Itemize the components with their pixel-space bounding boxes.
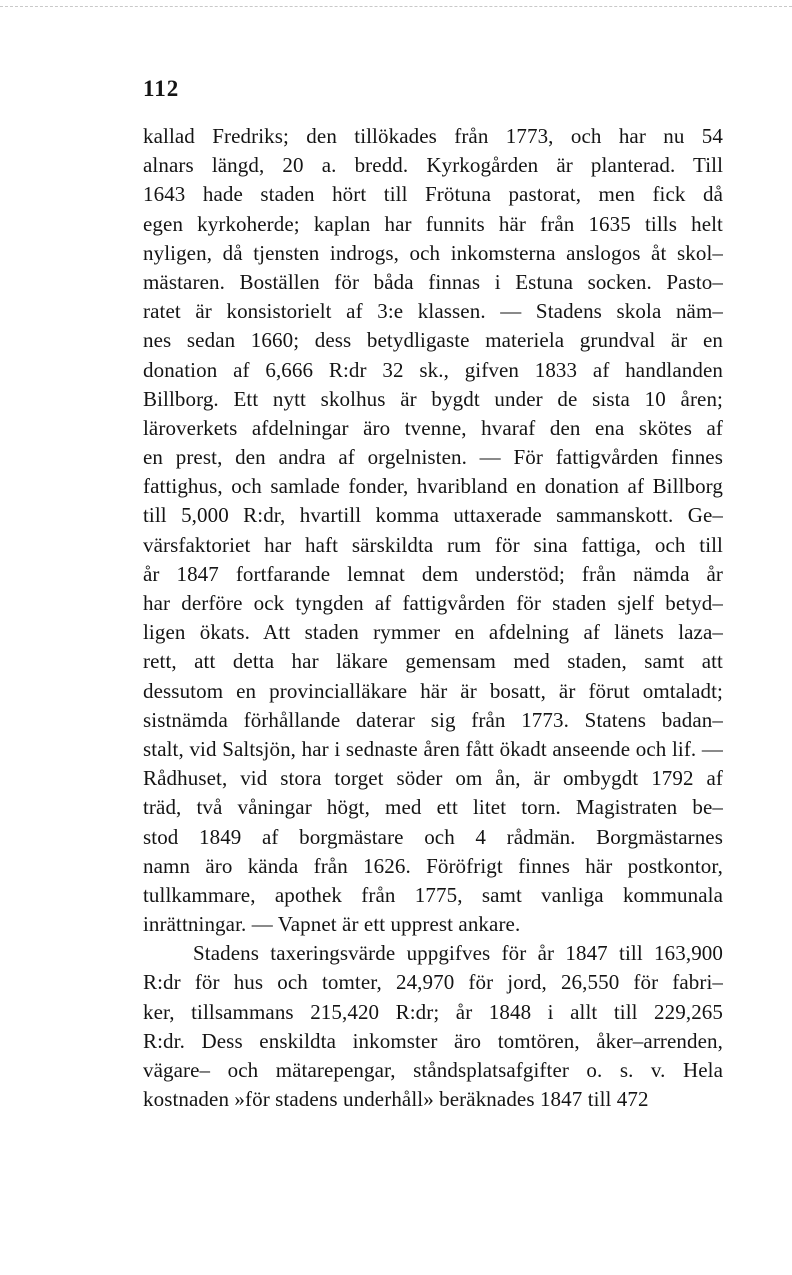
text-line: Stadens taxeringsvärde uppgifves för år 1847 till 163,900: [193, 941, 723, 966]
text-line: rett, att detta har läkare gemensam med staden, samt att: [143, 649, 723, 674]
text-line: 1643 hade staden hört till Frötuna pastorat, men fick då: [143, 182, 723, 207]
text-line: stod 1849 af borgmästare och 4 rådmän. Borgmästarnes: [143, 824, 723, 849]
text-line: år 1847 fortfarande lemnat dem understöd; från nämda år: [143, 561, 723, 586]
page-number: 112: [143, 76, 180, 101]
text-line: ker, tillsammans 215,420 R:dr; år 1848 i allt till 229,265: [143, 999, 723, 1024]
text-line: egen kyrkoherde; kaplan har funnits här från 1635 tills helt: [143, 211, 723, 236]
text-line: ligen ökats. Att staden rymmer en afdelning af länets laza–: [143, 620, 723, 645]
text-line: namn äro kända från 1626. Föröfrigt finnes här postkontor,: [143, 853, 723, 878]
text-line: fattighus, och samlade fonder, hvaribland en donation af Billborg: [143, 474, 723, 499]
text-line: vägare– och mätarepengar, ståndsplatsafgifter o. s. v. Hela: [143, 1058, 723, 1082]
text-line: donation af 6,666 R:dr 32 sk., gifven 1833 af handlanden: [143, 357, 723, 382]
text-line: nes sedan 1660; dess betydligaste materiela grundval är en: [143, 328, 723, 353]
text-line: en prest, den andra af orgelnisten. — För fattigvården finnes: [143, 445, 723, 470]
text-line: har derföre ock tyngden af fattigvården för staden sjelf betyd–: [143, 591, 723, 615]
text-line: dessutom en provincialläkare här är bosatt, är förut omtaladt;: [143, 678, 723, 703]
text-line: Rådhuset, vid stora torget söder om ån, är ombygdt 1792 af: [143, 766, 723, 791]
text-line: läroverkets afdelningar äro tvenne, hvaraf den ena skötes af: [143, 415, 723, 440]
text-line: sistnämda förhållande daterar sig från 1773. Statens badan–: [143, 707, 723, 732]
text-line: R:dr. Dess enskildta inkomster äro tomtören, åker–arrenden,: [143, 1028, 723, 1053]
text-line: träd, två våningar högt, med ett litet torn. Magistraten be–: [143, 795, 723, 820]
body-text: [143, 122, 723, 1114]
text-line: värsfaktoriet har haft särskildta rum för sina fattiga, och till: [143, 532, 723, 557]
text-line: till 5,000 R:dr, hvartill komma uttaxerade sammanskott. Ge–: [143, 503, 723, 528]
text-line: kallad Fredriks; den tillökades från 1773, och har nu 54: [143, 124, 723, 148]
text-line: mästaren. Boställen för båda finnas i Estuna socken. Pasto–: [143, 269, 723, 294]
text-line: R:dr för hus och tomter, 24,970 för jord, 26,550 för fabri–: [143, 970, 723, 995]
text-line: tullkammare, apothek från 1775, samt vanliga kommunala: [143, 882, 723, 907]
text-line: stalt, vid Saltsjön, har i sednaste åren fått ökadt anseende och lif. —: [143, 736, 723, 761]
text-line: ratet är konsistorielt af 3:e klassen. — Stadens skola näm–: [143, 299, 723, 324]
page-edge-rule: [0, 6, 792, 7]
text-line: Billborg. Ett nytt skolhus är bygdt under de sista 10 åren;: [143, 386, 723, 411]
text-line: nyligen, då tjensten indrogs, och inkomsterna anslogos åt skol–: [143, 240, 723, 265]
text-line: inrättningar. — Vapnet är ett upprest ankare.: [143, 912, 521, 937]
text-line: kostnaden »för stadens underhåll» beräknades 1847 till 472: [143, 1087, 649, 1112]
text-line: alnars längd, 20 a. bredd. Kyrkogården är planterad. Till: [143, 153, 723, 178]
